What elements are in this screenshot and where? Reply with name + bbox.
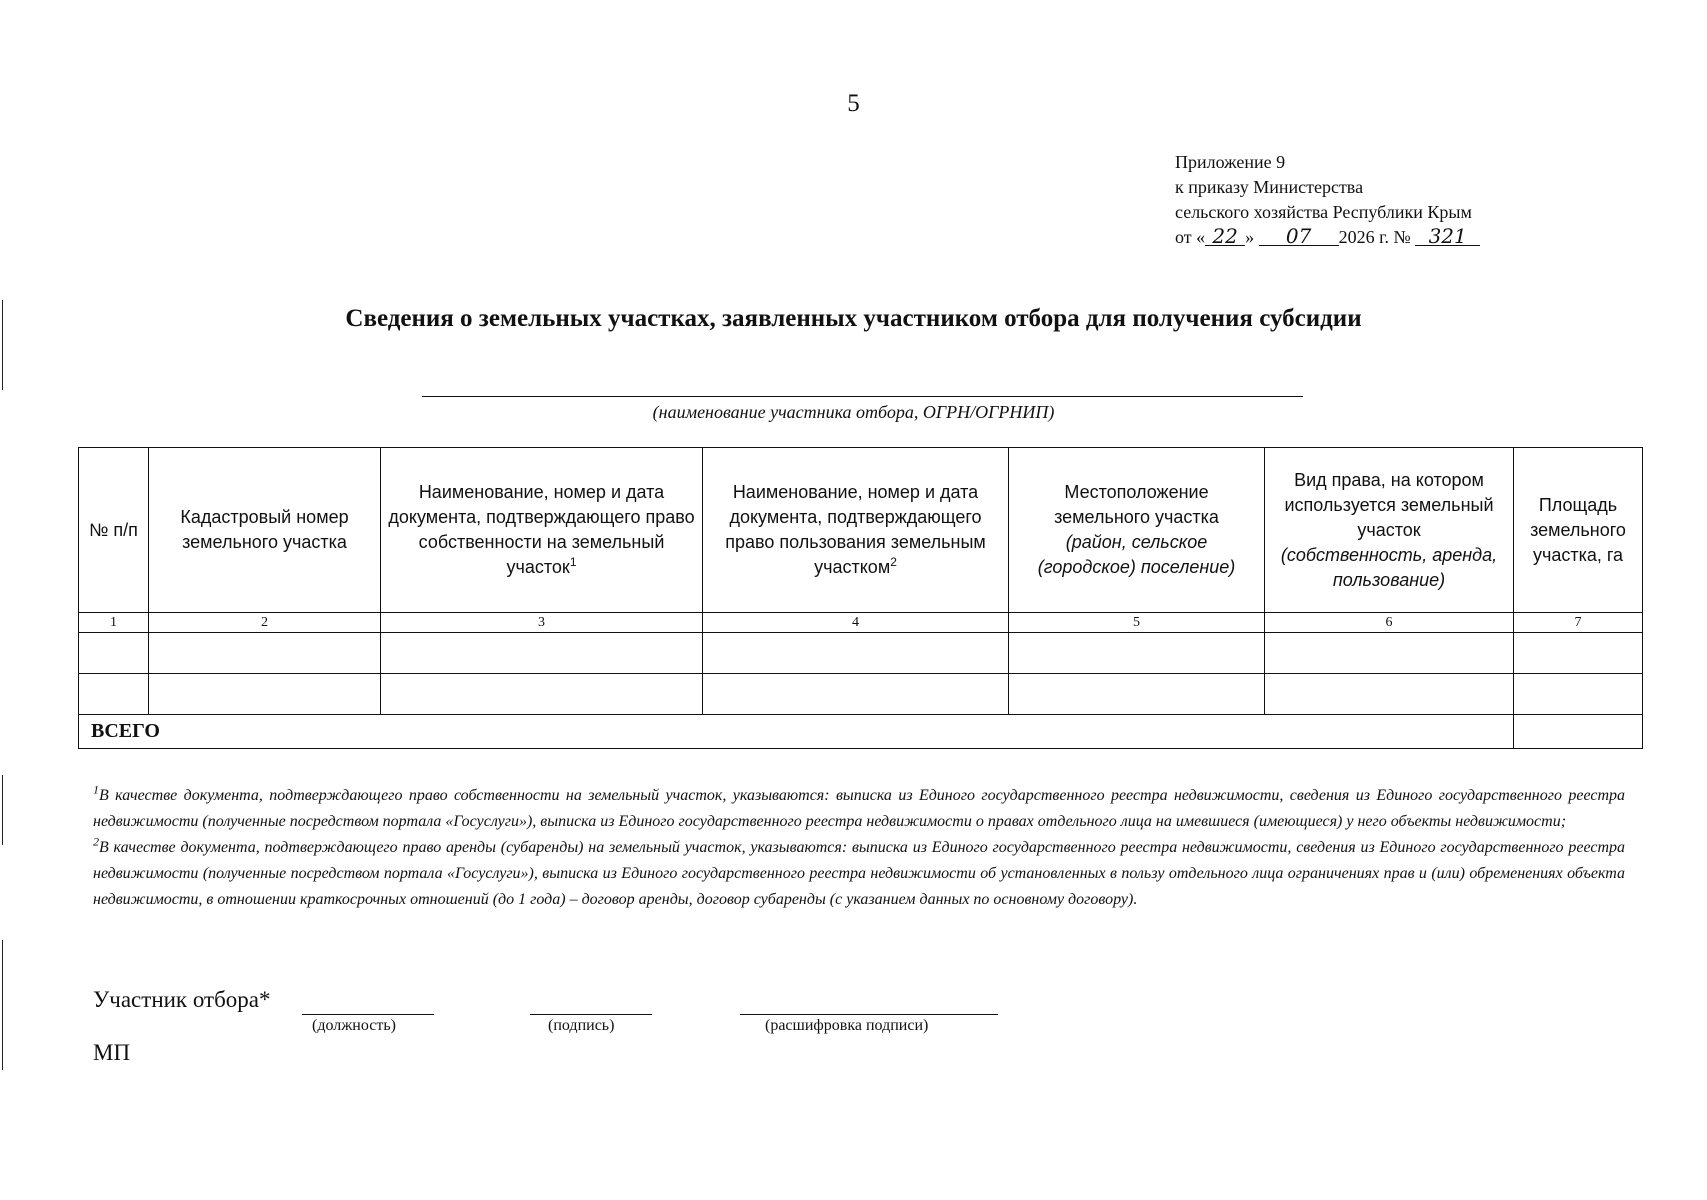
footnote-2 xyxy=(93,835,1625,913)
table-cell xyxy=(1009,633,1265,674)
footnote-2-marker: 2 xyxy=(93,834,99,849)
footnote-1-text: В качестве документа, подтверждающего право собственности на земельный участок, указываются: выписка из Единого государственного реестра недвижимости, сведения из Единого государственного реестра недвижимости (полученные посредством портала «Госуслуги»), выписка из Единого государственного реестра недвижимости о правах отдельного лица на имевшиеся (имеющиеся) у него объекты недвижимости; xyxy=(93,787,1625,830)
column-number: 4 xyxy=(703,613,1009,633)
position-line xyxy=(302,1014,434,1015)
table-cell xyxy=(79,633,149,674)
table-cell xyxy=(1265,674,1514,715)
table-cell xyxy=(149,633,381,674)
date-month-handwritten: 07 xyxy=(1259,227,1339,246)
signature-line xyxy=(530,1014,652,1015)
header-cadastral-number: Кадастровый номер земельного участка xyxy=(149,448,381,613)
footnotes xyxy=(93,783,1625,913)
header-right-type: Вид права, на котором используется земельный участок (собственность, аренда, пользование) xyxy=(1265,448,1514,613)
table-cell xyxy=(1514,633,1643,674)
table-cell xyxy=(1514,674,1643,715)
header-ownership-document: Наименование, номер и дата документа, подтверждающего право собственности на земельный участок$^1$ xyxy=(381,448,703,613)
table-header-row xyxy=(79,448,1643,613)
appendix-order-ref: к приказу Министерства xyxy=(1175,177,1364,197)
order-number-handwritten: 321 xyxy=(1415,227,1480,246)
land-plots-table xyxy=(78,447,1643,749)
table-cell xyxy=(1009,674,1265,715)
participant-name-caption: (наименование участника отбора, ОГРН/ОГРНИП) xyxy=(652,402,1055,422)
table-row xyxy=(79,633,1643,674)
table-cell xyxy=(149,674,381,715)
appendix-ministry: сельского хозяйства Республики Крым xyxy=(1175,202,1472,222)
column-number: 5 xyxy=(1009,613,1265,633)
header-location: Местоположение земельного участка (район, сельское (городское) поселение) xyxy=(1009,448,1265,613)
header-usage-document: Наименование, номер и дата документа, подтверждающего право пользования земельным участком$^2$ xyxy=(703,448,1009,613)
total-area-cell xyxy=(1514,715,1643,749)
appendix-header xyxy=(1175,150,1480,250)
date-mid: » xyxy=(1245,227,1255,247)
date-year: 2026 г. № xyxy=(1338,227,1411,247)
table-cell xyxy=(703,633,1009,674)
column-number: 3 xyxy=(381,613,703,633)
position-caption: (должность) xyxy=(312,1017,396,1034)
column-number-row xyxy=(79,613,1643,633)
document-title: Сведения о земельных участках, заявленных участником отбора для получения субсидии xyxy=(345,305,1362,332)
table-cell xyxy=(1265,633,1514,674)
table-cell xyxy=(79,674,149,715)
decoding-line xyxy=(740,1014,998,1015)
left-margin-mark xyxy=(2,775,3,845)
column-number: 6 xyxy=(1265,613,1514,633)
appendix-title: Приложение 9 xyxy=(1175,152,1286,172)
column-number: 7 xyxy=(1514,613,1643,633)
table-cell xyxy=(703,674,1009,715)
table-cell xyxy=(381,674,703,715)
date-day-handwritten: 22 xyxy=(1205,227,1245,246)
date-prefix: от « xyxy=(1175,227,1206,247)
total-label: ВСЕГО xyxy=(79,715,1514,749)
page-number: 5 xyxy=(847,90,860,117)
total-row xyxy=(79,715,1643,749)
column-number: 2 xyxy=(149,613,381,633)
header-area: Площадь земельного участка, га xyxy=(1514,448,1643,613)
participant-name-line xyxy=(422,396,1303,397)
header-number: № п/п xyxy=(79,448,149,613)
column-number: 1 xyxy=(79,613,149,633)
left-margin-mark xyxy=(2,940,3,1070)
table-cell xyxy=(381,633,703,674)
footnote-2-text: В качестве документа, подтверждающего право аренды (субаренды) на земельный участок, указываются: выписка из Единого государственного реестра недвижимости, сведения из Единого государственного реестра недвижимости (полученные посредством портала «Госуслуги»), выписка из Единого государственного реестра недвижимости об установленных в пользу отдельного лица ограничениях прав и (или) обременениях объекта недвижимости, в отношении краткосрочных отношений (до 1 года) – договор аренды, договор субаренды (с указанием данных по основному договору). xyxy=(93,839,1625,908)
stamp-place-label: МП xyxy=(93,1040,131,1065)
footnote-1 xyxy=(93,783,1625,835)
signature-participant-label: Участник отбора* xyxy=(93,987,271,1012)
footnote-1-marker: 1 xyxy=(93,782,99,797)
signature-caption: (подпись) xyxy=(548,1017,615,1034)
table-row xyxy=(79,674,1643,715)
decoding-caption: (расшифровка подписи) xyxy=(765,1017,929,1034)
appendix-date-line xyxy=(1175,225,1480,250)
